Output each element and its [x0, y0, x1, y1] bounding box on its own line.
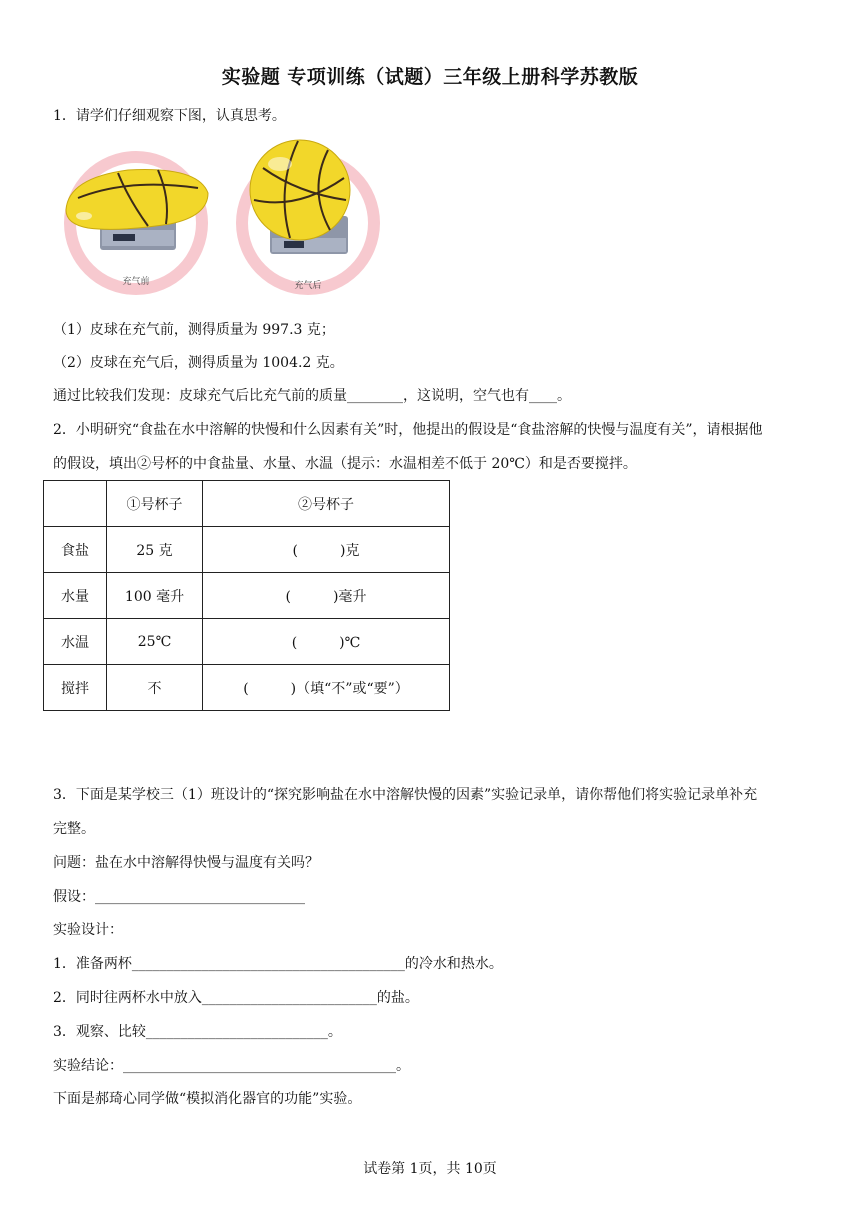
q1-line3: 通过比较我们发现：皮球充气后比充气前的质量________，这说明，空气也有____。 — [53, 388, 571, 404]
q2-stem-line2: 的假设，填出②号杯的中食盐量、水量、水温（提示：水温相差不低于 20℃）和是否要搅拌。 — [53, 456, 637, 472]
q3-conclusion: 实验结论：_______________________________________。 — [53, 1058, 410, 1074]
q3-hypothesis: 假设：______________________________ — [53, 889, 305, 905]
table-row — [44, 619, 450, 665]
table-header-cell: ①号杯子 — [107, 481, 203, 527]
after-inflation-image — [236, 140, 380, 295]
table-cell: ( )克 — [203, 527, 450, 573]
q1-line2: （2）皮球在充气后，测得质量为 1004.2 克。 — [53, 355, 344, 371]
before-inflation-image — [64, 151, 208, 295]
q1-stem: 1．请学们仔细观察下图，认真思考。 — [53, 108, 286, 124]
table-cell: 食盐 — [44, 527, 107, 573]
table-row — [44, 527, 450, 573]
table-row — [44, 665, 450, 711]
table-cell: 100 毫升 — [107, 573, 203, 619]
table-header-cell: ②号杯子 — [203, 481, 450, 527]
page-footer: 试卷第 1页，共 10页 — [363, 1161, 497, 1177]
table-header-cell — [44, 481, 107, 527]
ball-scale-figure — [58, 138, 388, 303]
table-cell: ( )（填“不”或“要”） — [203, 665, 450, 711]
q2-stem-line1: 2．小明研究“食盐在水中溶解的快慢和什么因素有关”时，他提出的假设是“食盐溶解的快慢与温度有关”，请根据他 — [53, 422, 763, 438]
q3-question: 问题：盐在水中溶解得快慢与温度有关吗？ — [53, 855, 319, 871]
table-cell: ( )毫升 — [203, 573, 450, 619]
table-cell: 25 克 — [107, 527, 203, 573]
q3-step1: 1．准备两杯_______________________________________的冷水和热水。 — [53, 956, 503, 972]
q3-step3: 3．观察、比较__________________________。 — [53, 1024, 342, 1040]
q3-next: 下面是郝琦心同学做“模拟消化器官的功能”实验。 — [53, 1091, 362, 1107]
table-row — [44, 573, 450, 619]
document-title: 实验题 专项训练（试题）三年级上册科学苏教版 — [221, 66, 639, 88]
table-header-row — [44, 481, 450, 527]
q3-design: 实验设计： — [53, 922, 123, 938]
label-after: 充气后 — [294, 281, 322, 291]
label-before: 充气前 — [122, 277, 150, 287]
q1-line1: （1）皮球在充气前，测得质量为 997.3 克； — [53, 322, 335, 338]
table-cell: 搅拌 — [44, 665, 107, 711]
table-cell: 水量 — [44, 573, 107, 619]
q3-step2: 2．同时往两杯水中放入_________________________的盐。 — [53, 990, 419, 1006]
q3-stem-line2: 完整。 — [53, 821, 95, 837]
q1-figure — [58, 138, 388, 303]
table-cell: 25℃ — [107, 619, 203, 665]
table-cell: ( )℃ — [203, 619, 450, 665]
table-cell: 水温 — [44, 619, 107, 665]
table-cell: 不 — [107, 665, 203, 711]
experiment-table — [43, 480, 450, 711]
q3-stem-line1: 3．下面是某学校三（1）班设计的“探究影响盐在水中溶解快慢的因素”实验记录单，请你帮他们将实验记录单补充 — [53, 787, 758, 803]
